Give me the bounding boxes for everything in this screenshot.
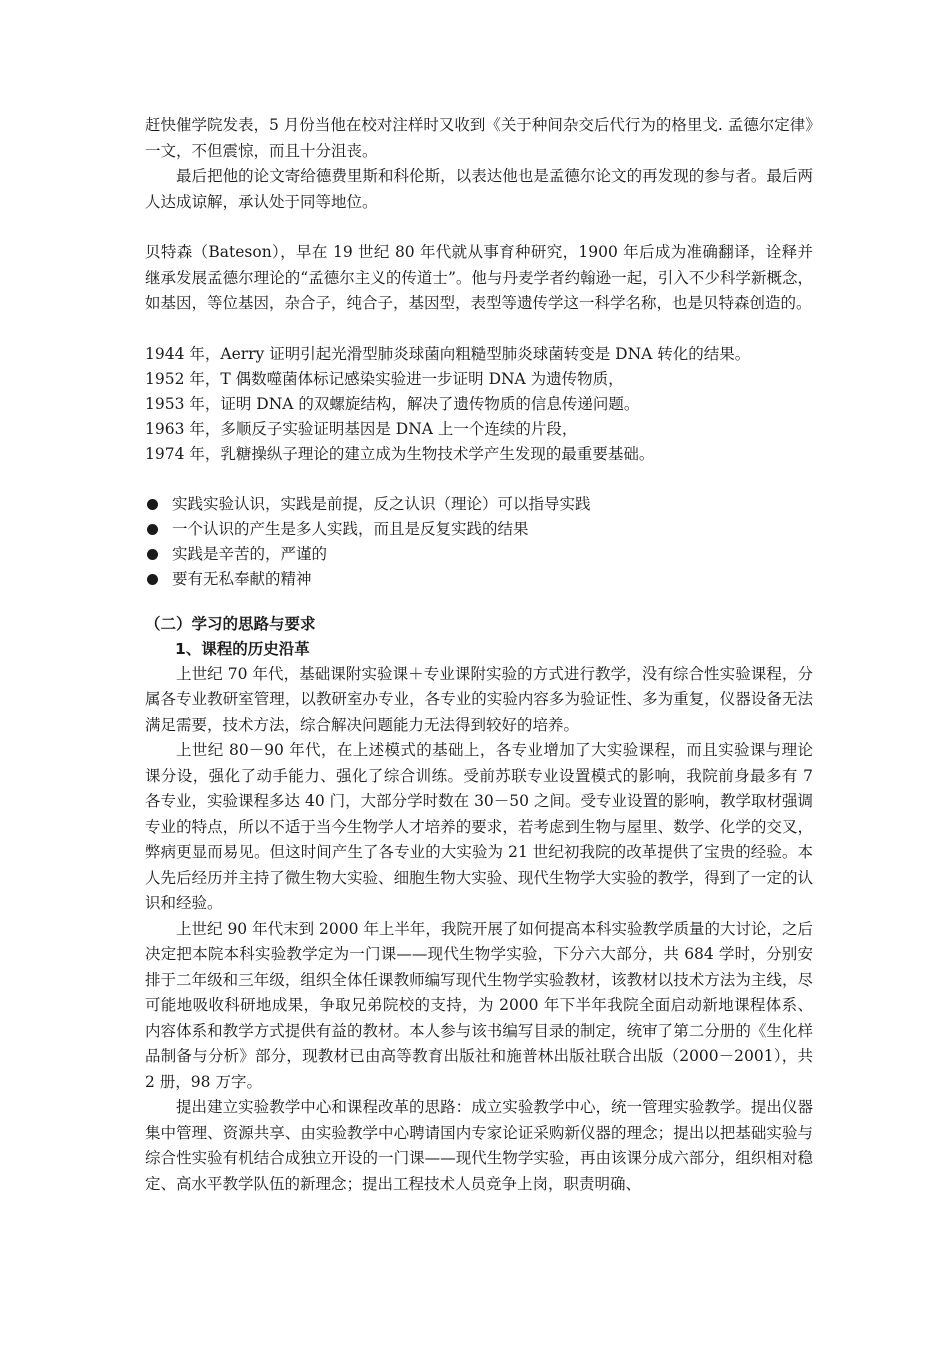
list-item bbox=[145, 567, 813, 592]
bullet-icon bbox=[147, 574, 158, 585]
timeline-item: 1952 年，T 偶数噬菌体标记感染实验进一步证明 DNA 为遗传物质， bbox=[145, 369, 624, 388]
list-item bbox=[145, 517, 813, 542]
bullet-icon bbox=[147, 499, 158, 510]
section-heading: （二）学习的思路与要求 bbox=[145, 614, 316, 633]
paragraph-1980s-1990s: 上世纪 80－90 年代，在上述模式的基础上，各专业增加了大实验课程，而且实验课与理论课分设，强化了动手能力、强化了综合训练。受前苏联专业设置模式的影响，我院前身最多有 7 各专业，实验课程多达 40 门，大部分学时数在 30－50 之间。受专业设置的影响，教学取材强调专业的特点，所以不适于当今生物学人才培养的要求，若考虑到生物与屋里、数学、化学的交叉，弊病更显而易见。但这时间产生了各专业的大实验为 21 世纪初我院的改革提供了宝贵的经验。本人先后经历并主持了微生物大实验、细胞生物大实验、现代生物学大实验的教学，得到了一定的认识和经验。 bbox=[145, 741, 813, 912]
dna-timeline bbox=[145, 342, 813, 467]
spacer bbox=[145, 467, 813, 492]
document-page bbox=[145, 113, 813, 1197]
list-item bbox=[145, 492, 813, 517]
paragraph-bateson: 贝特森（Bateson），早在 19 世纪 80 年代就从事育种研究，1900 年后成为准确翻译，诠释并继承发展孟德尔理论的“孟德尔主义的传道士”。他与丹麦学者约翰逊一起，引入不少科学新概念，如基因，等位基因，杂合子，纯合子，基因型，表型等遗传学这一科学名称，也是贝特森创造的。 bbox=[145, 243, 813, 312]
spacer bbox=[145, 215, 813, 240]
list-item-text: 一个认识的产生是多人实践，而且是反复实践的结果 bbox=[172, 519, 529, 538]
paragraph-late-1990s: 上世纪 90 年代末到 2000 年上半年，我院开展了如何提高本科实验教学质量的大讨论，之后决定把本院本科实验教学定为一门课——现代生物学实验，下分六大部分，共 684 学时，分别安排于二年级和三年级，组织全体任课教师编写现代生物学实验教材，该教材以技术方法为主线，尽可能地吸收科研地成果，争取兄弟院校的支持，为 2000 年下半年我院全面启动新地课程体系、内容体系和教学方式提供有益的教材。本人参与该书编写目录的制定，统审了第二分册的《生化样品制备与分析》部分，现教材已由高等教育出版社和施普林出版社联合出版（2000－2001），共 2 册，98 万字。 bbox=[145, 919, 813, 1091]
paragraph-1970s: 上世纪 70 年代，基础课附实验课＋专业课附实验的方式进行教学，没有综合性实验课程，分属各专业教研室管理，以教研室办专业，各专业的实验内容多为验证性、多为重复，仪器设备无法满足需要，技术方法，综合解决问题能力无法得到较好的培养。 bbox=[145, 664, 813, 734]
bullet-icon bbox=[147, 549, 158, 560]
list-item-text: 要有无私奉献的精神 bbox=[172, 569, 312, 588]
list-item-text: 实践是辛苦的，严谨的 bbox=[172, 544, 328, 563]
spacer bbox=[145, 592, 813, 612]
bullet-list bbox=[145, 492, 813, 592]
list-item bbox=[145, 542, 813, 567]
subsection-heading: 1、课程的历史沿革 bbox=[175, 639, 310, 658]
timeline-item: 1944 年，Aerry 证明引起光滑型肺炎球菌向粗糙型肺炎球菌转变是 DNA 转化的结果。 bbox=[145, 344, 751, 363]
paragraph-mendel-rediscovery: 最后把他的论文寄给德费里斯和科伦斯，以表达他也是孟德尔论文的再发现的参与者。最后两人达成谅解，承认处于同等地位。 bbox=[145, 167, 813, 211]
paragraph-reform-ideas: 提出建立实验教学中心和课程改革的思路：成立实验教学中心，统一管理实验教学。提出仪器集中管理、资源共享、由实验教学中心聘请国内专家论证采购新仪器的理念；提出以把基础实验与综合性实验有机结合成独立开设的一门课——现代生物学实验，再由该课分成六部分，组织相对稳定、高水平教学队伍的新理念；提出工程技术人员竞争上岗，职责明确、 bbox=[145, 1098, 813, 1193]
list-item-text: 实践实验认识，实践是前提，反之认识（理论）可以指导实践 bbox=[172, 494, 591, 513]
timeline-item: 1974 年，乳糖操纵子理论的建立成为生物技术学产生发现的最重要基础。 bbox=[145, 444, 655, 463]
bullet-icon bbox=[147, 524, 158, 535]
timeline-item: 1953 年，证明 DNA 的双螺旋结构，解决了遗传物质的信息传递问题。 bbox=[145, 394, 640, 413]
timeline-item: 1963 年，多顺反子实验证明基因是 DNA 上一个连续的片段， bbox=[145, 419, 578, 438]
spacer bbox=[145, 317, 813, 342]
paragraph-continuation: 赶快催学院发表，5 月份当他在校对注样时又收到《关于种间杂交后代行为的格里戈. 孟德尔定律》一文，不但震惊，而且十分沮丧。 bbox=[145, 116, 813, 160]
